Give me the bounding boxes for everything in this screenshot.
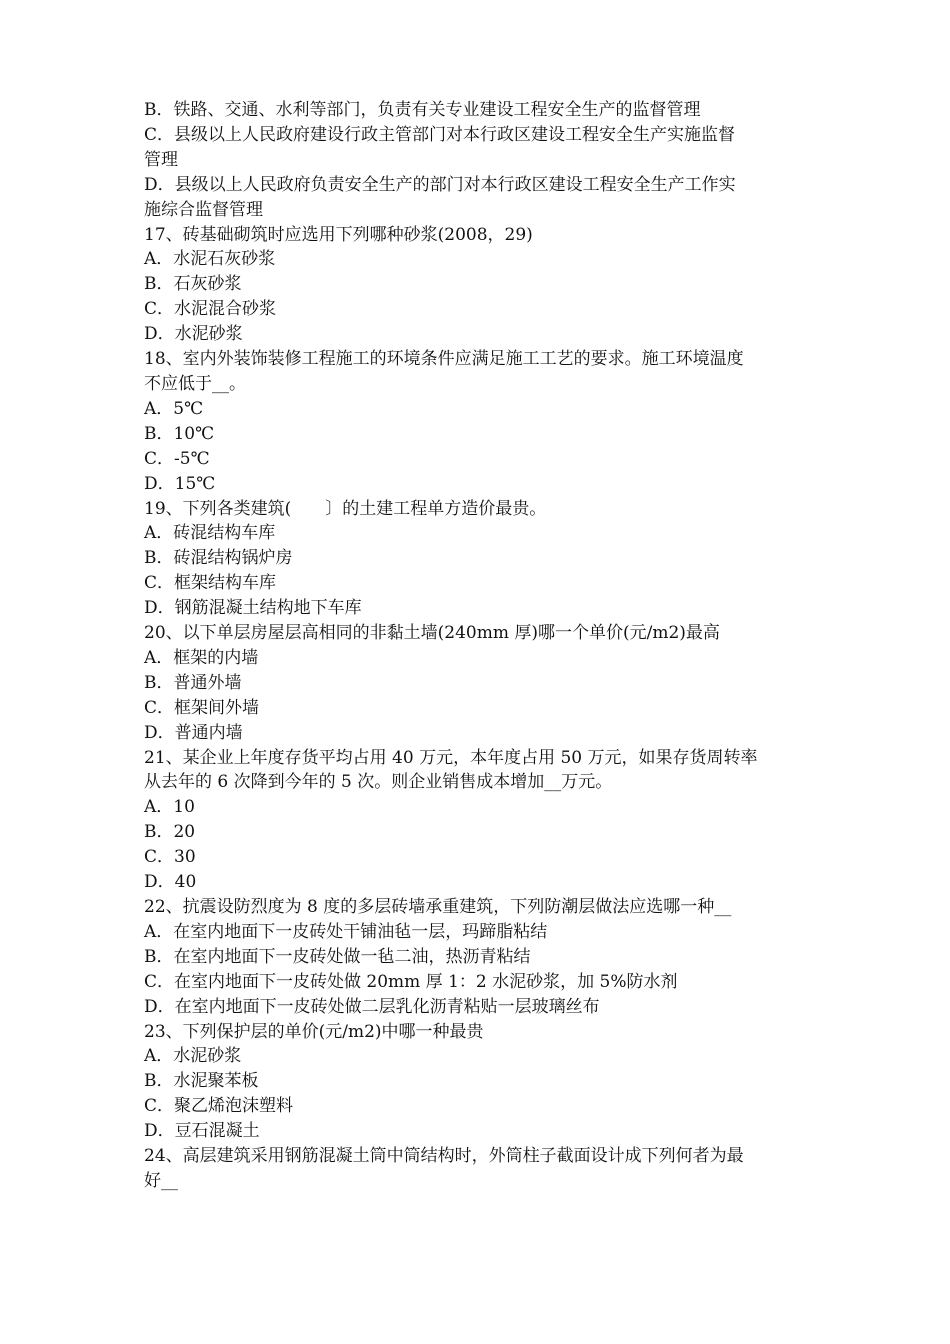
option-a-q19: A．砖混结构车库 [144, 523, 276, 544]
question-18-cont: 不应低于__。 [144, 373, 246, 394]
option-a-q21: A．10 [144, 797, 195, 818]
option-b-q18: B．10℃ [144, 423, 215, 444]
option-d-q17: D．水泥砂浆 [144, 324, 243, 345]
option-c-q16: C．县级以上人民政府建设行政主管部门对本行政区建设工程安全生产实施监督 [144, 124, 736, 145]
option-c-q23: C．聚乙烯泡沫塑料 [144, 1096, 294, 1117]
option-a-q18: A．5℃ [144, 398, 204, 419]
option-d-q18: D．15℃ [144, 473, 216, 494]
option-a-q20: A．框架的内墙 [144, 647, 259, 668]
question-17: 17、砖基础砌筑时应选用下列哪种砂浆(2008，29) [144, 224, 533, 245]
question-24: 24、高层建筑采用钢筋混凝土筒中筒结构时，外筒柱子截面设计成下列何者为最 [144, 1146, 744, 1167]
question-20: 20、以下单层房屋层高相同的非黏土墙(240mm 厚)哪一个单价(元/m2)最高 [144, 623, 720, 644]
option-b-q20: B．普通外墙 [144, 672, 242, 693]
option-b-q22: B．在室内地面下一皮砖处做一毡二油，热沥青粘结 [144, 946, 531, 967]
question-24-cont: 好__ [144, 1170, 178, 1191]
option-c-q17: C．水泥混合砂浆 [144, 299, 277, 320]
question-22: 22、抗震设防烈度为 8 度的多层砖墙承重建筑，下列防潮层做法应选哪一种__ [144, 897, 732, 917]
option-d-q16: D．县级以上人民政府负责安全生产的部门对本行政区建设工程安全生产工作实 [144, 174, 736, 195]
option-d-q21: D．40 [144, 872, 197, 893]
option-d-q20: D．普通内墙 [144, 722, 243, 743]
option-d-q23: D．豆石混凝土 [144, 1121, 260, 1142]
question-23: 23、下列保护层的单价(元/m2)中哪一种最贵 [144, 1021, 484, 1042]
question-18: 18、室内外装饰装修工程施工的环境条件应满足施工工艺的要求。施工环境温度 [144, 349, 744, 370]
question-21: 21、某企业上年度存货平均占用 40 万元，本年度占用 50 万元，如果存货周转率 [144, 747, 758, 768]
option-a-q23: A．水泥砂浆 [144, 1046, 242, 1067]
option-b-q16: B．铁路、交通、水利等部门，负责有关专业建设工程安全生产的监督管理 [144, 100, 701, 120]
option-c-q21: C．30 [144, 847, 196, 868]
option-c-q20: C．框架间外墙 [144, 697, 260, 718]
question-19: 19、下列各类建筑( 〕的土建工程单方造价最贵。 [144, 498, 547, 519]
option-b-q19: B．砖混结构锅炉房 [144, 548, 293, 569]
option-d-q16-cont: 施综合监督管理 [144, 199, 263, 220]
option-b-q23: B．水泥聚苯板 [144, 1071, 259, 1092]
option-d-q19: D．钢筋混凝土结构地下车库 [144, 598, 362, 619]
option-d-q22: D．在室内地面下一皮砖处做二层乳化沥青粘贴一层玻璃丝布 [144, 996, 600, 1017]
question-21-cont: 从去年的 6 次降到今年的 5 次。则企业销售成本增加__万元。 [144, 772, 613, 793]
document-page [144, 98, 814, 1194]
option-c-q18: C．-5℃ [144, 448, 210, 469]
option-b-q17: B．石灰砂浆 [144, 274, 242, 295]
option-a-q17: A．水泥石灰砂浆 [144, 249, 276, 270]
option-c-q16-cont: 管理 [144, 149, 178, 170]
option-a-q22: A．在室内地面下一皮砖处干铺油毡一层，玛蹄脂粘结 [144, 921, 548, 942]
option-c-q19: C．框架结构车库 [144, 573, 277, 594]
option-b-q21: B．20 [144, 822, 196, 843]
option-c-q22: C．在室内地面下一皮砖处做 20mm 厚 1：2 水泥砂浆，加 5%防水剂 [144, 971, 678, 992]
